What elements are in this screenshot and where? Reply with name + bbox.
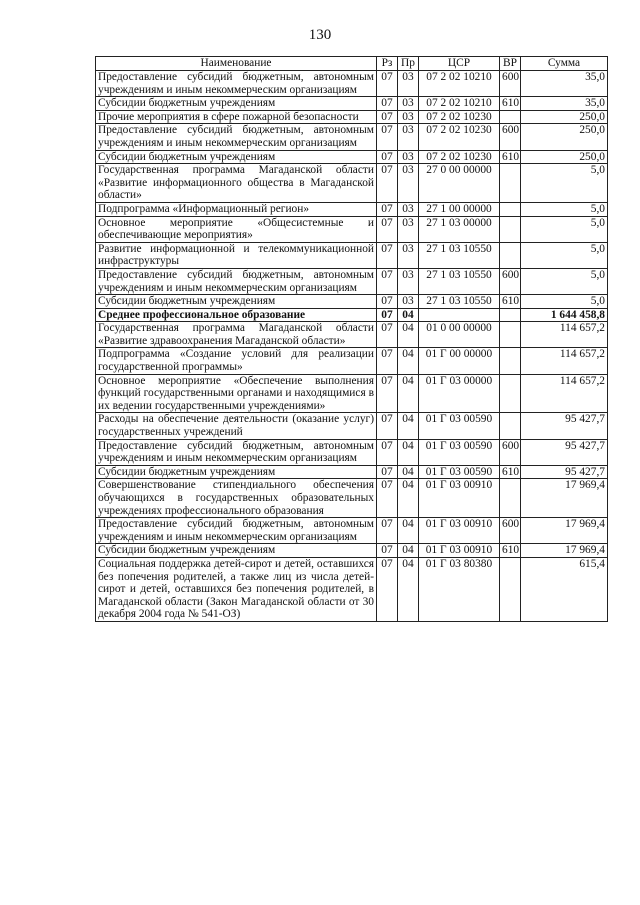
cell-rz: 07	[377, 295, 398, 309]
cell-sum: 5,0	[521, 242, 608, 268]
cell-rz: 07	[377, 374, 398, 413]
table-row	[96, 308, 608, 322]
cell-pr: 03	[398, 268, 419, 294]
cell-csr: 01 Г 03 00000	[419, 374, 500, 413]
cell-pr: 03	[398, 202, 419, 216]
table-row	[96, 544, 608, 558]
cell-csr: 01 Г 03 80380	[419, 557, 500, 621]
cell-name: Субсидии бюджетным учреждениям	[96, 465, 377, 479]
header-name: Наименование	[96, 57, 377, 71]
cell-vr	[500, 216, 521, 242]
table-row	[96, 71, 608, 97]
cell-pr: 04	[398, 374, 419, 413]
table-row	[96, 202, 608, 216]
cell-rz: 07	[377, 308, 398, 322]
cell-csr: 01 0 00 00000	[419, 322, 500, 348]
table-row	[96, 465, 608, 479]
cell-vr: 600	[500, 439, 521, 465]
cell-csr: 07 2 02 10210	[419, 97, 500, 111]
cell-sum: 17 969,4	[521, 544, 608, 558]
cell-pr: 04	[398, 413, 419, 439]
cell-rz: 07	[377, 71, 398, 97]
cell-sum: 35,0	[521, 71, 608, 97]
header-csr: ЦСР	[419, 57, 500, 71]
table-row	[96, 374, 608, 413]
cell-sum: 5,0	[521, 295, 608, 309]
cell-pr: 04	[398, 348, 419, 374]
cell-name: Государственная программа Магаданской области «Развитие информационного общества в Магаданской области»	[96, 164, 377, 203]
table-row	[96, 268, 608, 294]
cell-csr: 01 Г 03 00590	[419, 465, 500, 479]
cell-sum: 17 969,4	[521, 518, 608, 544]
cell-pr: 04	[398, 465, 419, 479]
cell-vr: 600	[500, 518, 521, 544]
cell-rz: 07	[377, 242, 398, 268]
cell-rz: 07	[377, 518, 398, 544]
cell-vr	[500, 348, 521, 374]
cell-pr: 04	[398, 518, 419, 544]
table-row	[96, 479, 608, 518]
table-row	[96, 164, 608, 203]
cell-vr: 610	[500, 465, 521, 479]
cell-vr	[500, 479, 521, 518]
cell-pr: 03	[398, 164, 419, 203]
cell-csr: 27 1 03 00000	[419, 216, 500, 242]
cell-vr: 610	[500, 295, 521, 309]
cell-vr: 610	[500, 150, 521, 164]
table-row	[96, 110, 608, 124]
cell-sum: 17 969,4	[521, 479, 608, 518]
cell-rz: 07	[377, 479, 398, 518]
cell-csr: 27 0 00 00000	[419, 164, 500, 203]
cell-pr: 03	[398, 110, 419, 124]
cell-rz: 07	[377, 124, 398, 150]
cell-csr: 01 Г 03 00910	[419, 479, 500, 518]
table-row	[96, 216, 608, 242]
cell-pr: 03	[398, 216, 419, 242]
cell-rz: 07	[377, 465, 398, 479]
cell-pr: 04	[398, 479, 419, 518]
cell-vr: 600	[500, 268, 521, 294]
cell-rz: 07	[377, 439, 398, 465]
cell-csr: 27 1 03 10550	[419, 295, 500, 309]
cell-name: Среднее профессиональное образование	[96, 308, 377, 322]
cell-name: Субсидии бюджетным учреждениям	[96, 150, 377, 164]
cell-pr: 03	[398, 295, 419, 309]
cell-csr: 01 Г 03 00590	[419, 413, 500, 439]
cell-name: Основное мероприятие «Общесистемные и обеспечивающие мероприятия»	[96, 216, 377, 242]
cell-vr	[500, 202, 521, 216]
cell-csr: 01 Г 03 00910	[419, 544, 500, 558]
cell-sum: 95 427,7	[521, 465, 608, 479]
table-row	[96, 242, 608, 268]
cell-sum: 95 427,7	[521, 413, 608, 439]
table-row	[96, 124, 608, 150]
cell-csr	[419, 308, 500, 322]
cell-pr: 03	[398, 97, 419, 111]
cell-csr: 01 Г 03 00910	[419, 518, 500, 544]
cell-pr: 03	[398, 242, 419, 268]
cell-name: Предоставление субсидий бюджетным, автономным учреждениям и иным некоммерческим организациям	[96, 268, 377, 294]
cell-pr: 04	[398, 308, 419, 322]
cell-sum: 615,4	[521, 557, 608, 621]
cell-vr	[500, 374, 521, 413]
cell-name: Субсидии бюджетным учреждениям	[96, 295, 377, 309]
table-row	[96, 295, 608, 309]
cell-rz: 07	[377, 268, 398, 294]
cell-sum: 5,0	[521, 268, 608, 294]
cell-name: Субсидии бюджетным учреждениям	[96, 97, 377, 111]
cell-rz: 07	[377, 216, 398, 242]
table-row	[96, 322, 608, 348]
cell-vr	[500, 164, 521, 203]
cell-vr	[500, 322, 521, 348]
cell-name: Предоставление субсидий бюджетным, автономным учреждениям и иным некоммерческим организациям	[96, 439, 377, 465]
cell-sum: 250,0	[521, 124, 608, 150]
cell-pr: 04	[398, 439, 419, 465]
cell-vr	[500, 110, 521, 124]
cell-csr: 27 1 00 00000	[419, 202, 500, 216]
cell-sum: 114 657,2	[521, 322, 608, 348]
cell-rz: 07	[377, 202, 398, 216]
cell-sum: 250,0	[521, 150, 608, 164]
cell-name: Основное мероприятие «Обеспечение выполнения функций государственными органами и находящимися в их ведении государственными учреждениями»	[96, 374, 377, 413]
cell-rz: 07	[377, 110, 398, 124]
table-row	[96, 150, 608, 164]
cell-name: Предоставление субсидий бюджетным, автономным учреждениям и иным некоммерческим организациям	[96, 518, 377, 544]
cell-name: Предоставление субсидий бюджетным, автономным учреждениям и иным некоммерческим организациям	[96, 71, 377, 97]
table-row	[96, 348, 608, 374]
header-vr: ВР	[500, 57, 521, 71]
header-pr: Пр	[398, 57, 419, 71]
cell-rz: 07	[377, 348, 398, 374]
cell-sum: 1 644 458,8	[521, 308, 608, 322]
cell-rz: 07	[377, 97, 398, 111]
cell-csr: 01 Г 03 00590	[419, 439, 500, 465]
cell-rz: 07	[377, 413, 398, 439]
cell-csr: 07 2 02 10210	[419, 71, 500, 97]
table-row	[96, 413, 608, 439]
header-sum: Сумма	[521, 57, 608, 71]
cell-pr: 04	[398, 322, 419, 348]
cell-sum: 250,0	[521, 110, 608, 124]
budget-table	[95, 56, 608, 622]
cell-rz: 07	[377, 150, 398, 164]
cell-rz: 07	[377, 544, 398, 558]
cell-sum: 95 427,7	[521, 439, 608, 465]
cell-pr: 03	[398, 150, 419, 164]
cell-name: Подпрограмма «Информационный регион»	[96, 202, 377, 216]
cell-name: Предоставление субсидий бюджетным, автономным учреждениям и иным некоммерческим организациям	[96, 124, 377, 150]
cell-vr	[500, 413, 521, 439]
cell-vr: 600	[500, 124, 521, 150]
cell-csr: 07 2 02 10230	[419, 124, 500, 150]
cell-name: Прочие мероприятия в сфере пожарной безопасности	[96, 110, 377, 124]
cell-name: Развитие информационной и телекоммуникационной инфраструктуры	[96, 242, 377, 268]
table-row	[96, 439, 608, 465]
cell-pr: 04	[398, 544, 419, 558]
cell-csr: 07 2 02 10230	[419, 150, 500, 164]
cell-vr: 610	[500, 97, 521, 111]
cell-csr: 27 1 03 10550	[419, 242, 500, 268]
cell-sum: 35,0	[521, 97, 608, 111]
cell-name: Государственная программа Магаданской области «Развитие здравоохранения Магаданской области»	[96, 322, 377, 348]
cell-pr: 04	[398, 557, 419, 621]
cell-sum: 114 657,2	[521, 374, 608, 413]
cell-vr: 610	[500, 544, 521, 558]
table-row	[96, 97, 608, 111]
cell-vr	[500, 557, 521, 621]
cell-vr	[500, 242, 521, 268]
cell-sum: 5,0	[521, 202, 608, 216]
table-header-row	[96, 57, 608, 71]
cell-name: Социальная поддержка детей-сирот и детей, оставшихся без попечения родителей, а также лиц из числа детей-сирот и детей, оставшихся без попечения родителей, в Магаданской области (Закон Магаданской области от 30 декабря 2004 года № 541-ОЗ)	[96, 557, 377, 621]
cell-rz: 07	[377, 322, 398, 348]
table-row	[96, 518, 608, 544]
cell-sum: 114 657,2	[521, 348, 608, 374]
cell-name: Подпрограмма «Создание условий для реализации государственной программы»	[96, 348, 377, 374]
cell-pr: 03	[398, 124, 419, 150]
cell-sum: 5,0	[521, 164, 608, 203]
table-row	[96, 557, 608, 621]
cell-csr: 27 1 03 10550	[419, 268, 500, 294]
cell-rz: 07	[377, 557, 398, 621]
cell-sum: 5,0	[521, 216, 608, 242]
cell-csr: 01 Г 00 00000	[419, 348, 500, 374]
cell-name: Субсидии бюджетным учреждениям	[96, 544, 377, 558]
cell-rz: 07	[377, 164, 398, 203]
cell-pr: 03	[398, 71, 419, 97]
cell-name: Совершенствование стипендиального обеспечения обучающихся в государственных образовательных учреждениях профессионального образования	[96, 479, 377, 518]
header-rz: Рз	[377, 57, 398, 71]
cell-vr: 600	[500, 71, 521, 97]
cell-name: Расходы на обеспечение деятельности (оказание услуг) государственных учреждений	[96, 413, 377, 439]
page-number: 130	[308, 27, 332, 43]
cell-csr: 07 2 02 10230	[419, 110, 500, 124]
cell-vr	[500, 308, 521, 322]
